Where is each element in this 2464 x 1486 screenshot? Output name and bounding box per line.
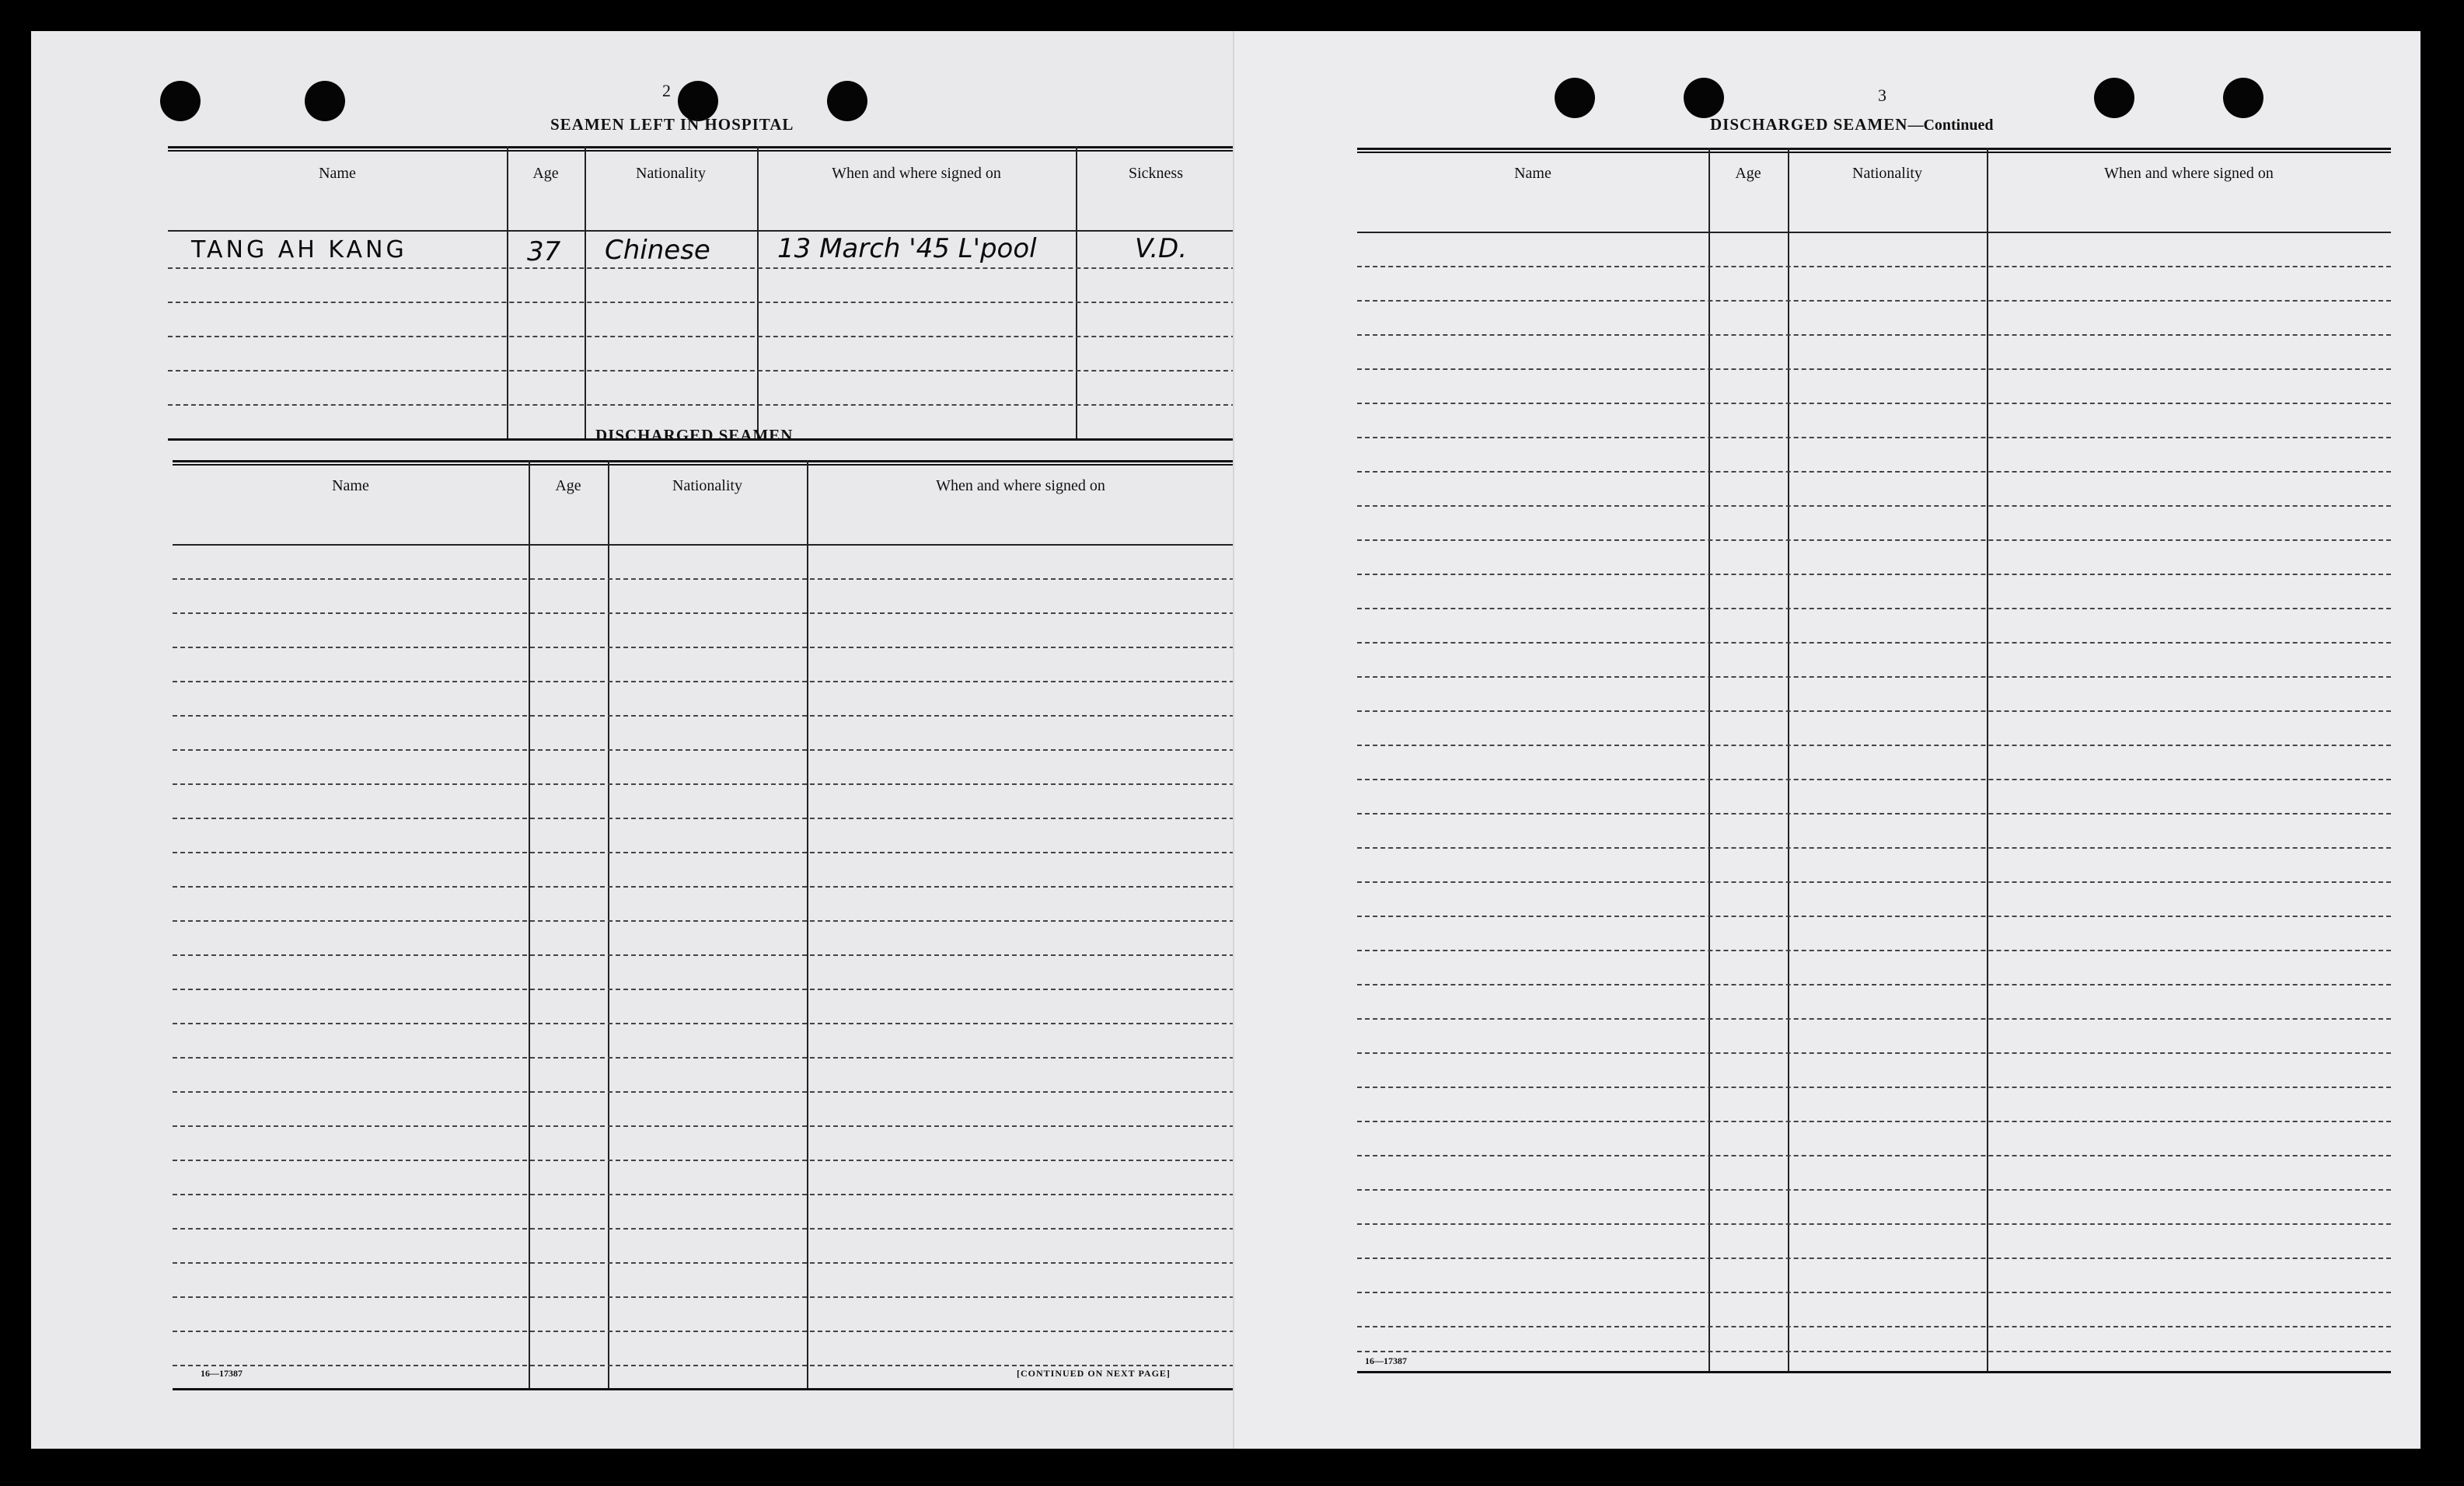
- row-rule: [1357, 1292, 2391, 1293]
- row-rule: [1357, 1223, 2391, 1225]
- table-bottom-rule: [173, 1388, 1234, 1390]
- column-header-name: Name: [1514, 165, 1551, 182]
- row-rule: [173, 852, 1234, 853]
- punch-hole: [160, 81, 201, 121]
- column-divider: [585, 146, 586, 438]
- column-header-name: Name: [319, 165, 356, 182]
- column-header-nationality: Nationality: [1852, 165, 1922, 182]
- row-rule: [1357, 300, 2391, 302]
- row-rule: [173, 886, 1234, 888]
- punch-hole: [1555, 78, 1595, 118]
- left-page: [31, 31, 1234, 1449]
- section-title-text: DISCHARGED SEAMEN: [1710, 115, 1908, 134]
- column-header-when-where: When and where signed on: [832, 165, 1001, 182]
- row-rule: [168, 370, 1234, 372]
- row-rule: [173, 647, 1234, 648]
- seaman-age: 37: [527, 236, 561, 267]
- discharged-continued-table: [1357, 148, 2391, 1376]
- column-header-sickness: Sickness: [1129, 165, 1183, 182]
- row-rule: [173, 612, 1234, 614]
- row-rule: [1357, 1189, 2391, 1191]
- row-rule: [173, 989, 1234, 990]
- row-rule: [173, 1057, 1234, 1059]
- table-top-rule: [173, 460, 1234, 466]
- row-rule: [1357, 1326, 2391, 1327]
- discharged-section-title: DISCHARGED SEAMEN: [595, 426, 794, 445]
- row-rule: [1357, 1258, 2391, 1259]
- table-top-rule: [1357, 148, 2391, 153]
- seaman-name: TANG AH KANG: [191, 236, 407, 263]
- column-header-age: Age: [1735, 165, 1761, 182]
- row-rule: [1357, 813, 2391, 815]
- column-divider: [1708, 148, 1710, 1371]
- column-divider: [1076, 146, 1077, 438]
- row-rule: [173, 1296, 1234, 1298]
- punch-hole: [1684, 78, 1724, 118]
- row-rule: [173, 920, 1234, 922]
- form-code: 16—17387: [201, 1368, 243, 1379]
- row-rule: [1357, 403, 2391, 404]
- form-code: 16—17387: [1365, 1355, 1407, 1366]
- punch-hole: [305, 81, 345, 121]
- column-divider: [608, 460, 609, 1388]
- row-rule: [1357, 984, 2391, 985]
- column-divider: [1788, 148, 1789, 1371]
- column-divider: [507, 146, 508, 438]
- row-rule: [173, 1262, 1234, 1264]
- row-rule: [1357, 881, 2391, 883]
- hospital-table: [168, 146, 1234, 441]
- row-rule: [173, 818, 1234, 819]
- row-rule: [168, 302, 1234, 303]
- section-title-suffix: —Continued: [1907, 117, 1994, 134]
- row-rule: [173, 954, 1234, 956]
- row-rule: [1357, 505, 2391, 507]
- column-divider: [529, 460, 530, 1388]
- column-header-age: Age: [532, 165, 559, 182]
- row-rule: [1357, 574, 2391, 575]
- seaman-nationality: Chinese: [605, 235, 710, 266]
- header-rule: [173, 544, 1234, 546]
- row-rule: [1357, 1351, 2391, 1352]
- page-number: 2: [662, 81, 671, 100]
- row-rule: [1357, 710, 2391, 712]
- row-rule: [1357, 745, 2391, 746]
- row-rule: [173, 681, 1234, 682]
- column-header-name: Name: [332, 477, 369, 494]
- page-number: 3: [1878, 85, 1886, 105]
- row-rule: [1357, 471, 2391, 473]
- row-rule: [173, 749, 1234, 751]
- column-divider: [807, 460, 808, 1388]
- row-rule: [1357, 334, 2391, 336]
- discharged-continued-title: [1710, 115, 1993, 134]
- table-bottom-rule: [1357, 1371, 2391, 1373]
- row-rule: [173, 1160, 1234, 1161]
- row-rule: [1357, 368, 2391, 370]
- row-rule: [168, 336, 1234, 337]
- seaman-sickness: V.D.: [1135, 233, 1188, 264]
- right-page: [1234, 31, 2420, 1449]
- row-rule: [1357, 608, 2391, 609]
- row-rule: [168, 267, 1234, 269]
- row-rule: [173, 1125, 1234, 1127]
- row-rule: [173, 1365, 1234, 1366]
- column-header-nationality: Nationality: [636, 165, 706, 182]
- row-rule: [1357, 950, 2391, 951]
- row-rule: [1357, 676, 2391, 678]
- header-rule: [1357, 232, 2391, 233]
- row-rule: [1357, 1018, 2391, 1020]
- column-header-nationality: Nationality: [672, 477, 742, 494]
- row-rule: [1357, 779, 2391, 780]
- row-rule: [168, 404, 1234, 406]
- header-rule: [168, 230, 1234, 232]
- row-rule: [1357, 539, 2391, 541]
- row-rule: [173, 783, 1234, 785]
- punch-hole: [827, 81, 867, 121]
- row-rule: [1357, 1087, 2391, 1088]
- row-rule: [1357, 266, 2391, 267]
- punch-hole: [2094, 78, 2134, 118]
- row-rule: [1357, 642, 2391, 644]
- row-rule: [173, 578, 1234, 580]
- seaman-signed-on: 13 March '45 L'pool: [777, 233, 1037, 264]
- row-rule: [1357, 1121, 2391, 1122]
- row-rule: [173, 715, 1234, 717]
- row-rule: [173, 1331, 1234, 1332]
- continued-note: [CONTINUED ON NEXT PAGE]: [1017, 1368, 1171, 1379]
- row-rule: [173, 1091, 1234, 1093]
- column-divider: [757, 146, 759, 438]
- column-divider: [1987, 148, 1988, 1371]
- punch-hole: [2223, 78, 2263, 118]
- column-header-age: Age: [555, 477, 581, 494]
- table-top-rule: [168, 146, 1234, 152]
- column-header-when-where: When and where signed on: [936, 477, 1105, 494]
- row-rule: [1357, 847, 2391, 849]
- row-rule: [173, 1228, 1234, 1230]
- column-header-when-where: When and where signed on: [2104, 165, 2274, 182]
- row-rule: [173, 1023, 1234, 1024]
- row-rule: [1357, 1155, 2391, 1156]
- row-rule: [1357, 916, 2391, 917]
- row-rule: [1357, 437, 2391, 438]
- hospital-section-title: SEAMEN LEFT IN HOSPITAL: [550, 115, 794, 134]
- row-rule: [173, 1194, 1234, 1195]
- discharged-table: [173, 460, 1234, 1393]
- row-rule: [1357, 1052, 2391, 1054]
